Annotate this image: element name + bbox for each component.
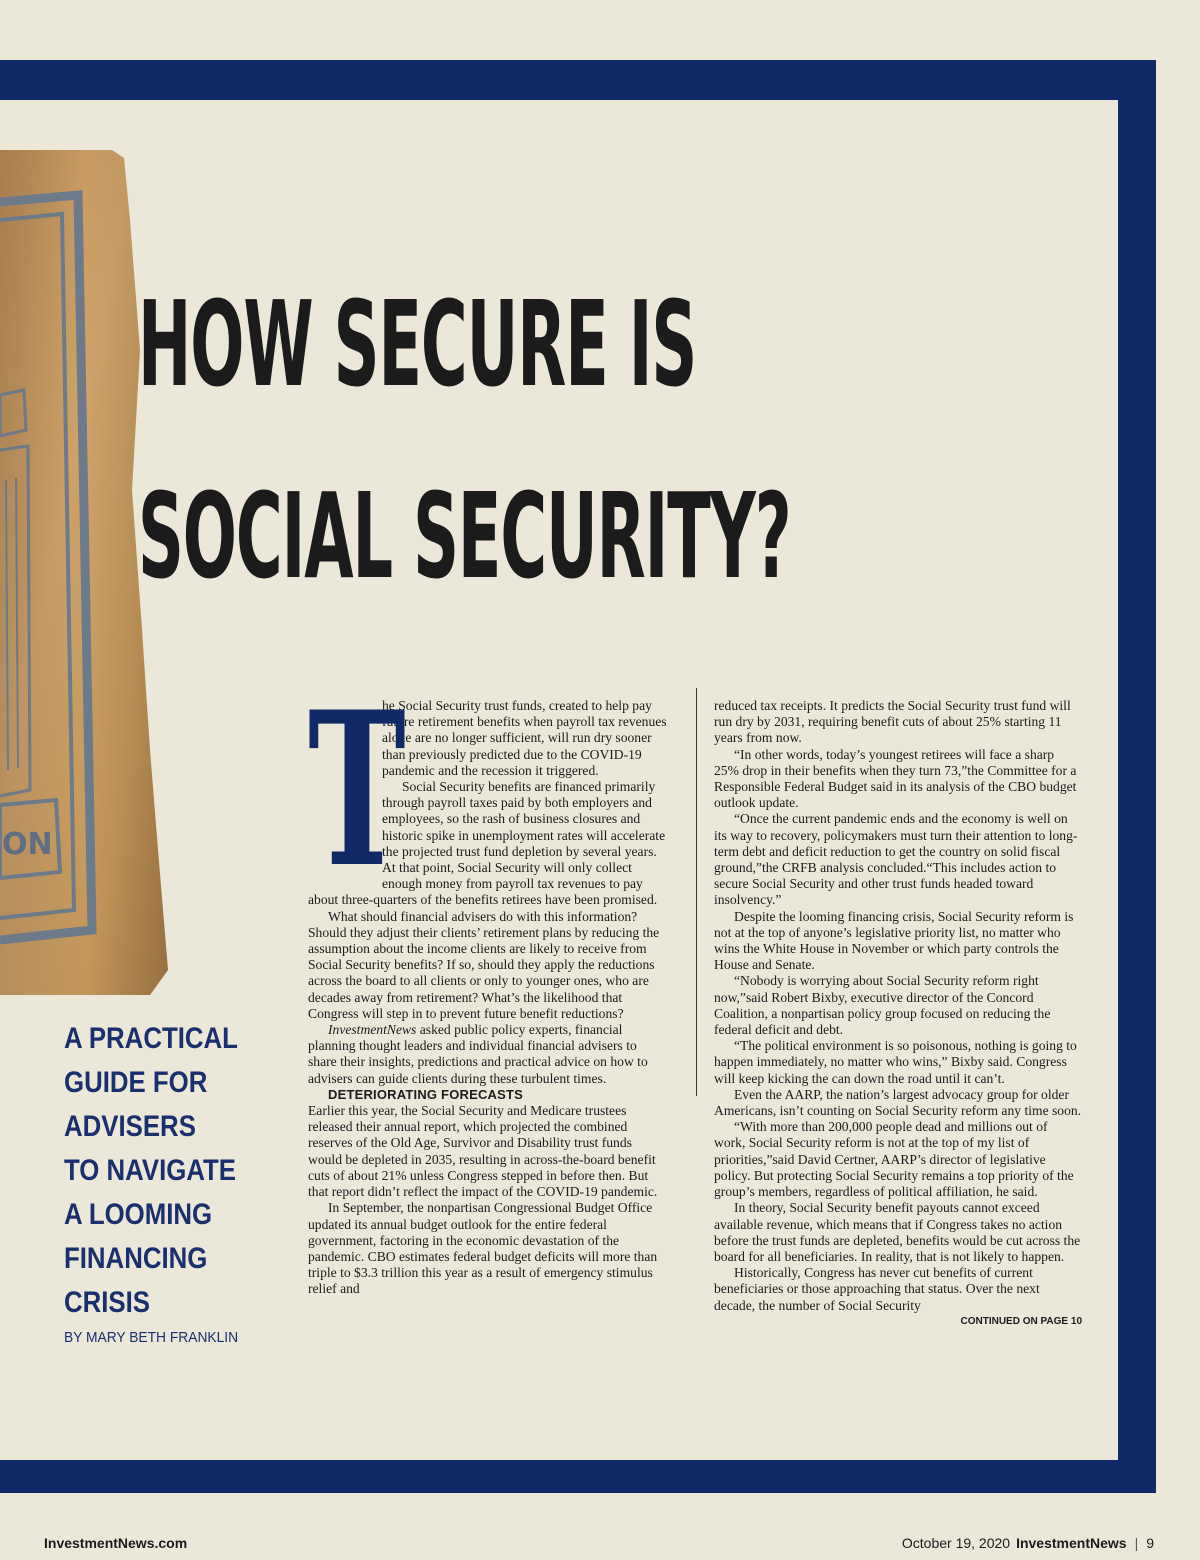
paragraph: Social Security benefits are financed primarily through payroll taxes paid by both employers and employees, so the rash of business closures and historic spike in unemployment rates will accelerate the projected trust fund depletion by several years. At that point, Social Security will only collect enough money from payroll tax revenues to pay about three-quarters of the benefits retirees have been promised. xyxy=(308,779,666,908)
deck-line: A LOOMING xyxy=(64,1198,213,1231)
paragraph: “Nobody is worrying about Social Security reform right now,”said Robert Bixby, executive director of the Concord Coalition, a nonpartisan policy group focused on reducing the federal deficit and debt. xyxy=(714,973,1051,1038)
footer-website[interactable]: InvestmentNews.com xyxy=(44,1535,188,1551)
publication-name: InvestmentNews xyxy=(328,1022,417,1038)
paragraph: Earlier this year, the Social Security and Medicare trustees released their annual report, which projected the combined reserves of the Old Age, Survivor and Disability trust funds would be depleted in 2035, resulting in across-the-board benefit cuts of about 21% unless Congress stepped in before then. But that report didn’t reflect the impact of the COVID-19 pandemic. xyxy=(308,1103,658,1200)
paragraph: Despite the looming financing crisis, Social Security reform is not at the top of anyone’s legislative priority list, no matter who wins the White House in November or which party controls the House and Senate. xyxy=(714,908,1074,973)
footer-publication: InvestmentNews xyxy=(1016,1535,1127,1551)
paragraph: he Social Security trust funds, created to help pay future retirement benefits when payroll tax revenues alone are no longer sufficient, will run dry sooner than previously predicted due to the COVID-19 pandemic and the recession it triggered. xyxy=(382,698,667,778)
footer-separator: | xyxy=(1134,1535,1139,1551)
paragraph: “In other words, today’s youngest retirees will face a sharp 25% drop in their benefits when they turn 73,”the Committee for a Responsible Federal Budget said in its analysis of the CBO budget outlook update. xyxy=(714,746,1077,811)
headline-line-1: HOW SECURE IS xyxy=(138,275,697,413)
deck xyxy=(64,1017,304,1325)
drop-cap: T xyxy=(308,665,406,914)
border-right xyxy=(1118,60,1156,1493)
paragraph: What should financial advisers do with this information? Should they adjust their clients’ retirement plans by reducing the assumption about the income clients are likely to receive from Social Security benefits? If so, should they apply the reductions across the board to all clients or only to younger ones, who are decades away from retirement? What’s the likelihood that Congress will step in to prevent future benefit reductions? xyxy=(308,908,660,1021)
paragraph: In theory, Social Security benefit payouts cannot exceed available revenue, which means that if Congress takes no action before the trust funds are depleted, benefits would be cut across the board for all beneficiaries. In reality, that is not likely to happen. xyxy=(714,1200,1081,1264)
footer-folio xyxy=(902,1534,1154,1552)
deck-line: TO NAVIGATE xyxy=(64,1154,237,1187)
headline-line-2: SOCIAL SECURITY? xyxy=(138,467,791,605)
paragraph: InvestmentNews asked public policy experts, financial planning thought leaders and individual financial advisers to share their insights, predictions and practical advice on how to advisers can guide clients during these turbulent times. xyxy=(308,1022,648,1086)
continued-link[interactable]: CONTINUED ON PAGE 10 xyxy=(960,1315,1082,1327)
section-subhead: DETERIORATING FORECASTS xyxy=(328,1086,524,1102)
deck-line: A PRACTICAL xyxy=(64,1022,238,1055)
paragraph: Even the AARP, the nation’s largest advocacy group for older Americans, isn’t counting on Social Security reform any time soon. xyxy=(714,1086,1082,1119)
column-divider xyxy=(696,688,697,1096)
article-column-1 xyxy=(308,665,668,1298)
deck-line: GUIDE FOR xyxy=(64,1066,208,1099)
paragraph: reduced tax receipts. It predicts the Social Security trust fund will run dry by 2031, requiring benefit cuts of about 25% starting 11 years from now. xyxy=(714,698,1071,746)
paragraph: “The political environment is so poisonous, nothing is going to happen immediately, no matter who wins,” Bixby said. Congress will keep kicking the can down the road until it can’t. xyxy=(714,1038,1077,1086)
article-column-2 xyxy=(714,698,1082,1330)
paragraph: “Once the current pandemic ends and the economy is well on its way to recovery, policymakers must turn their attention to long-term debt and deficit reduction to get the country on solid fiscal ground,”the CRFB analysis concluded.“This includes action to secure Social Security and other trust funds headed toward insolvency.” xyxy=(714,811,1078,908)
byline: BY MARY BETH FRANKLIN xyxy=(64,1329,239,1346)
page-number: 9 xyxy=(1146,1535,1154,1551)
footer-date: October 19, 2020 xyxy=(901,1535,1011,1551)
paragraph: In September, the nonpartisan Congressional Budget Office updated its annual budget outlook for the entire federal government, factoring in the economic devastation of the pandemic. CBO estimates federal budget deficits will more than triple to $3.3 trillion this year as a result of emergency stimulus relief and xyxy=(308,1200,658,1297)
paragraph: Historically, Congress has never cut benefits of current beneficiaries or those approaching that status. Over the next decade, the number of Social Security xyxy=(714,1265,1040,1313)
deck-line: FINANCING xyxy=(64,1242,208,1275)
deck-line: ADVISERS xyxy=(64,1110,196,1143)
card-text: ON xyxy=(2,827,53,862)
headline xyxy=(138,248,791,632)
border-top xyxy=(0,60,1156,100)
deck-line: CRISIS xyxy=(64,1286,151,1319)
paragraph: “With more than 200,000 people dead and millions out of work, Social Security reform is not at the top of my list of priorities,”said David Certner, AARP’s director of legislative policy. But protecting Social Security remains a top priority of the group’s members, regardless of political affiliation, he said. xyxy=(714,1119,1074,1200)
border-bottom xyxy=(0,1460,1156,1493)
